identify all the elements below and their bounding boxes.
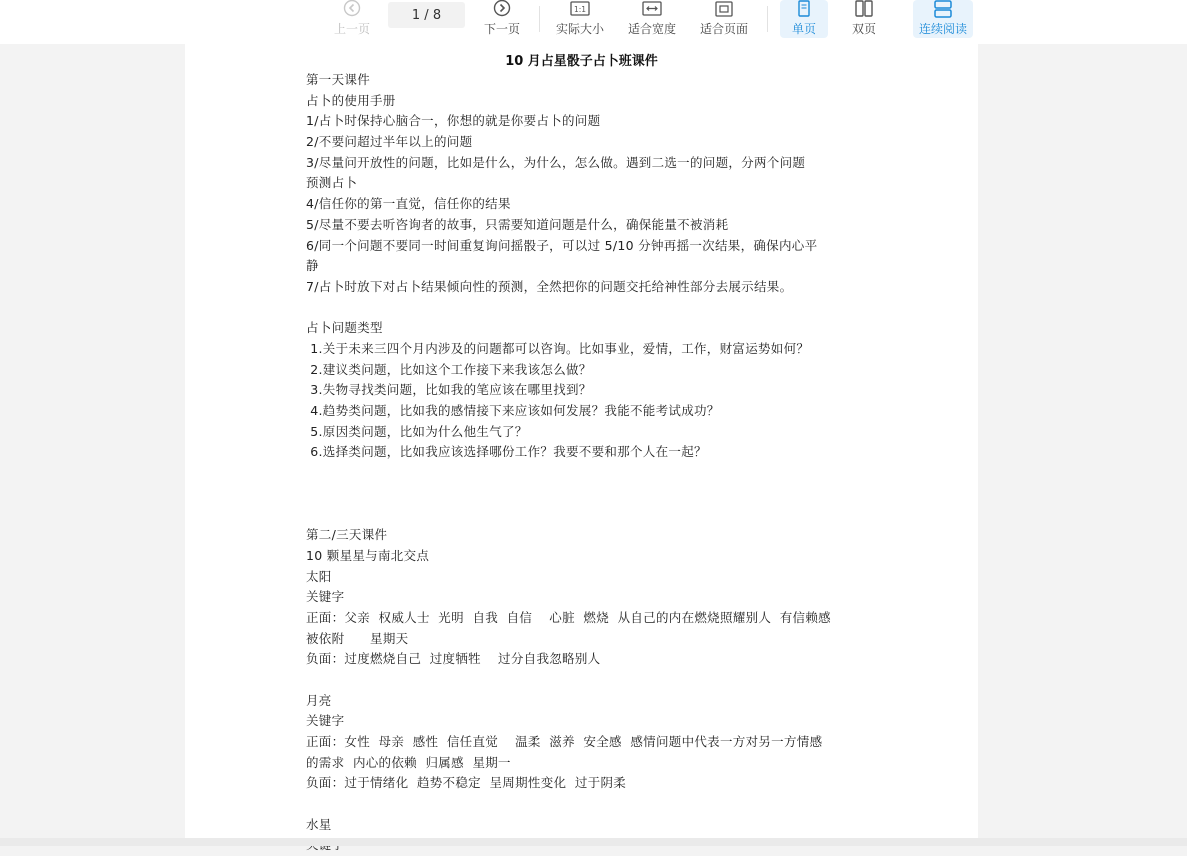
document-line: 太阳 (306, 568, 332, 584)
double-page-icon (854, 0, 874, 18)
single-page-label: 单页 (791, 22, 816, 36)
document-line: 7/占卜时放下对占卜结果倾向性的预测，全然把你的问题交托给神性部分去展示结果。 (306, 278, 793, 294)
double-page-label: 双页 (851, 22, 876, 36)
page-number-input[interactable]: 1 / 8 (388, 2, 465, 28)
document-line: 6/同一个问题不要同一时间重复询问摇骰子，可以过 5/10 分钟再摇一次结果，确保内心平 (306, 237, 818, 253)
document-line (306, 504, 866, 525)
svg-text:1:1: 1:1 (573, 5, 587, 14)
document-line: 负面：过于情绪化 趋势不稳定 呈周期性变化 过于阴柔 (306, 775, 627, 791)
fit-page-label: 适合页面 (699, 22, 748, 36)
continuous-reading-icon (933, 0, 953, 18)
document-page (185, 44, 978, 846)
document-line: 占卜问题类型 (306, 320, 383, 336)
document-line: 月亮 (306, 692, 332, 708)
document-line (306, 484, 866, 505)
next-page-button[interactable] (480, 0, 524, 40)
document-line (306, 794, 866, 815)
document-line: 4.趋势类问题，比如我的感情接下来应该如何发展？我能不能考试成功？ (306, 403, 720, 418)
chevron-right-circle-icon (493, 0, 511, 18)
document-line: 3.失物寻找类问题，比如我的笔应该在哪里找到？ (306, 382, 592, 398)
document-line: 第二/三天课件 (306, 527, 388, 543)
document-line: 负面：过度燃烧自己 过度牺牲 过分自我忽略别人 (306, 651, 601, 667)
document-line: 第一天课件 (306, 72, 371, 87)
document-line: 6.选择类问题，比如我应该选择哪份工作？我要不要和那个人在一起？ (306, 444, 707, 460)
document-line: 5.原因类问题，比如为什么他生气了？ (306, 423, 528, 439)
document-line: 正面：女性 母亲 感性 信任直觉 温柔 滋养 安全感 感情问题中代表一方对另一方情感 (306, 734, 823, 749)
document-line: 预测占卜 (306, 175, 358, 191)
document-line (306, 463, 866, 484)
continuous-reading-button[interactable] (913, 0, 973, 38)
document-line: 正面：父亲 权威人士 光明 自我 自信 心脏 燃烧 从自己的内在燃烧照耀别人 有信赖感 (306, 609, 831, 625)
single-page-icon (796, 0, 812, 18)
single-page-button[interactable] (780, 0, 828, 38)
fit-page-icon (714, 0, 734, 18)
reader-toolbar (0, 0, 1187, 44)
document-line: 占卜的使用手册 (306, 92, 396, 108)
document-line (306, 298, 866, 319)
document-title: 10 月占星骰子占卜班课件 (505, 54, 658, 69)
next-page-label: 下一页 (483, 22, 520, 36)
document-line (306, 670, 866, 691)
prev-page-label: 上一页 (333, 22, 370, 36)
actual-size-icon (570, 0, 590, 18)
fit-width-label: 适合宽度 (627, 22, 676, 36)
bottom-status-bar (0, 838, 1187, 846)
document-line: 静 (306, 258, 319, 274)
fit-width-button[interactable] (624, 0, 680, 40)
document-line: 的需求 内心的依赖 归属感 星期一 (306, 754, 511, 770)
document-line: 1/占卜时保持心脑合一，你想的就是你要占卜的问题 (306, 113, 601, 129)
actual-size-label: 实际大小 (555, 22, 604, 36)
prev-page-button[interactable] (330, 0, 374, 40)
document-line: 3/尽量问开放性的问题，比如是什么，为什么，怎么做。遇到二选一的问题，分两个问题 (306, 154, 806, 170)
toolbar-divider (767, 6, 768, 32)
document-line: 1.关于未来三四个月内涉及的问题都可以咨询。比如事业，爱情，工作，财富运势如何？ (306, 340, 810, 356)
fit-width-icon (642, 0, 662, 18)
continuous-reading-label: 连续阅读 (918, 22, 967, 36)
document-line: 2.建议类问题，比如这个工作接下来我该怎么做？ (306, 361, 592, 377)
document-line: 2/不要问超过半年以上的问题 (306, 134, 473, 150)
document-line: 5/尽量不要去听咨询者的故事，只需要知道问题是什么，确保能量不被消耗 (306, 216, 729, 232)
document-body (306, 70, 866, 856)
document-line: 被依附 星期天 (306, 630, 409, 646)
fit-page-button[interactable] (696, 0, 752, 40)
chevron-left-circle-icon (343, 0, 361, 18)
actual-size-button[interactable] (552, 0, 608, 40)
document-line: 10 颗星星与南北交点 (306, 547, 430, 563)
document-line: 关键字 (306, 713, 345, 729)
document-line: 4/信任你的第一直觉，信任你的结果 (306, 196, 511, 212)
document-line: 水星 (306, 816, 332, 832)
toolbar-divider (539, 6, 540, 32)
double-page-button[interactable] (840, 0, 888, 40)
document-line: 关键字 (306, 589, 345, 605)
